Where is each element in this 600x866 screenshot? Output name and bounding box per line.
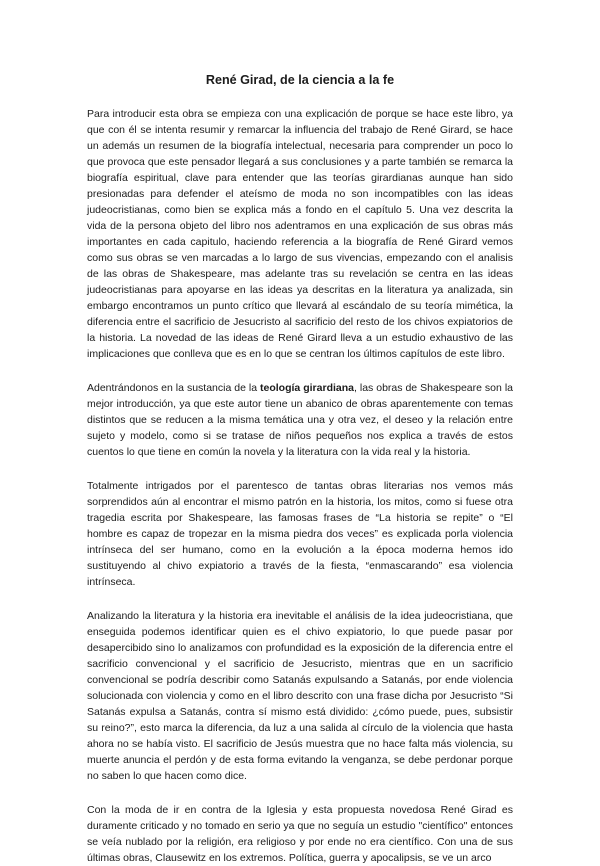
paragraph-4: Analizando la literatura y la historia era inevitable el análisis de la idea judeocristiana, que enseguida podemos identificar quien es el chivo expiatorio, lo que puede pasar por desapercibido sino lo analizamos con profundidad es la exposición de la diferencia entre el sacrificio convencional y el sacrificio de Jesucristo, mientras que en un sacrificio convencional se podría describir como Satanás expulsando a Satanás, por ende violencia solucionada con violencia y como en el libro descrito con una frase dicha por Jesucristo “Si Satanás expulsa a Satanás, contra sí mismo está dividido: ¿cómo puede, pues, subsistir su reino?”, esto marca la diferencia, da luz a una salida al círculo de la violencia que hasta ahora no se había visto. El sacrificio de Jesús muestra que no hace falta más violencia, su muerte anuncia el perdón y de esta forma evitando la venganza, se debe perdonar porque no saben lo que hacen como dice. <box>87 610 513 782</box>
paragraph-2 <box>87 380 513 460</box>
paragraph-1: Para introducir esta obra se empieza con una explicación de porque se hace este libro, ya que con él se intenta resumir y remarcar la influencia del trabajo de René Girard, se hace un además un resumen de la biografía intelectual, necesaria para comprender un poco lo que provoca que este pensador llegará a sus conclusiones y a parte también se remarca la biografía espiritual, clave para entender que las teorías girardianas aunque han sido presionadas para defender el ateísmo de moda no son incompatibles con las ideas judeocristianas, como bien se explica más a fondo en el capítulo 5. Una vez descrita la vida de la persona objeto del libro nos adentramos en una explicación de sus obras más importantes en cada capitulo, haciendo referencia a la biografía de René Girard vemos como sus obras se ven marcadas a lo largo de sus vivencias, empezando con el analisis de las obras de Shakespeare, mas adelante tras su revelación se centra en las ideas judeocristianas para apoyarse en las ideas ya descritas en la literatura ya analizada, sin embargo encontramos un punto crítico que llevará al escándalo de su teoría mimética, la diferencia entre el sacrificio de Jesucristo al sacrificio del resto de los chivos expiatorios de la historia. La novedad de las ideas de René Girard lleva a un estudio exhaustivo de las implicaciones que conlleva que es en lo que se centran los últimos capítulos de este libro. <box>87 108 513 360</box>
paragraph-2-text-start: Adentrándonos en la sustancia de la <box>87 382 261 394</box>
paragraph-5: Con la moda de ir en contra de la Iglesia y esta propuesta novedosa René Girad es duramente criticado y no tomado en serio ya que no seguía un estudio "científico" entonces se veía nublado por la religión, era religioso y por ende no era científico. Con una de sus últimas obras, Clausewitz en los extremos. Política, guerra y apocalipsis, se ve un arco <box>87 804 513 864</box>
document-title: René Girad, de la ciencia a la fe <box>205 73 395 87</box>
paragraph-3: Totalmente intrigados por el parentesco de tantas obras literarias nos vemos más sorprendidos aún al encontrar el mismo patrón en la historia, los mitos, como si fuese otra tragedia escrita por Shakespeare, las famosas frases de “La historia se repite” o “El hombre es capaz de tropezar en la misma piedra dos veces” es explicada porla violencia intrínseca del ser humano, como en la evolución a la época moderna hemos ido sustituyendo al chivo expiatorio a través de la fiesta, “enmascarando” esa violencia intrínseca. <box>87 480 513 588</box>
paragraph-2-bold-term: teología girardiana <box>260 382 354 394</box>
paragraph-2-text-end: , las obras de Shakespeare son la mejor introducción, ya que este autor tiene un abanico de obras aparentemente con temas distintos que se reducen a la misma temática una y otra vez, el deseo y la relación entre sujeto y modelo, como si se tratase de niños pequeños nos explica a través de estos cuentos lo que tiene en común la novela y la literatura con la vida real y la historia. <box>87 382 513 458</box>
